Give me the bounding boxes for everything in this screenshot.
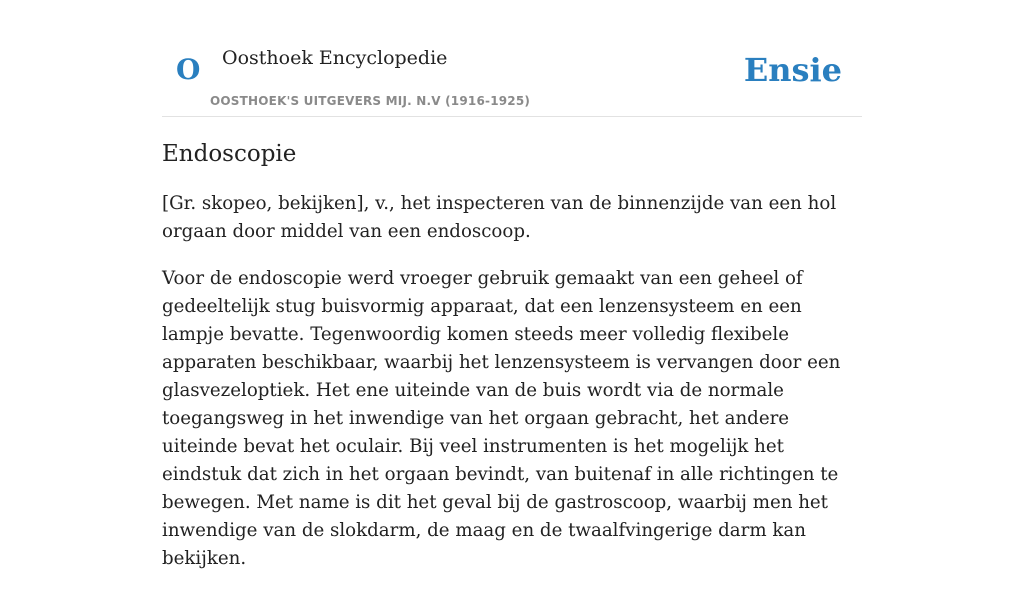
publisher-label: OOSTHOEK'S UITGEVERS MIJ. N.V (1916-1925) bbox=[210, 94, 531, 108]
article bbox=[162, 136, 862, 592]
article-title: Endoscopie bbox=[162, 141, 297, 167]
article-paragraph: Voor de endoscopie werd vroeger gebruik gemaakt van een geheel of gedeeltelijk stug buisvormig apparaat, dat een lenzensysteem en een lampje bevatte. Tegenwoordig komen steeds meer volledig flexibele apparaten beschikbaar, waarbij het lenzensysteem is vervangen door een glasvezeloptiek. Het ene uiteinde van de buis wordt via de normale toegangsweg in het inwendige van het orgaan gebracht, het andere uiteinde bevat het oculair. Bij veel instrumenten is het mogelijk het eindstuk dat zich in het orgaan bevindt, van buitenaf in alle richtingen te bewegen. Met name is dit het geval bij de gastroscoop, waarbij men het inwendige van de slokdarm, de maag en de twaalfvingerige darm kan bekijken. bbox=[162, 268, 841, 569]
brand-logo[interactable]: Ensie bbox=[743, 51, 842, 89]
site-title[interactable]: Oosthoek Encyclopedie bbox=[222, 47, 448, 69]
article-paragraph: [Gr. skopeo, bekijken], v., het inspecteren van de binnenzijde van een hol orgaan door middel van een endoscoop. bbox=[162, 193, 837, 242]
site-logo[interactable]: O bbox=[176, 53, 201, 86]
site-header bbox=[162, 0, 862, 117]
